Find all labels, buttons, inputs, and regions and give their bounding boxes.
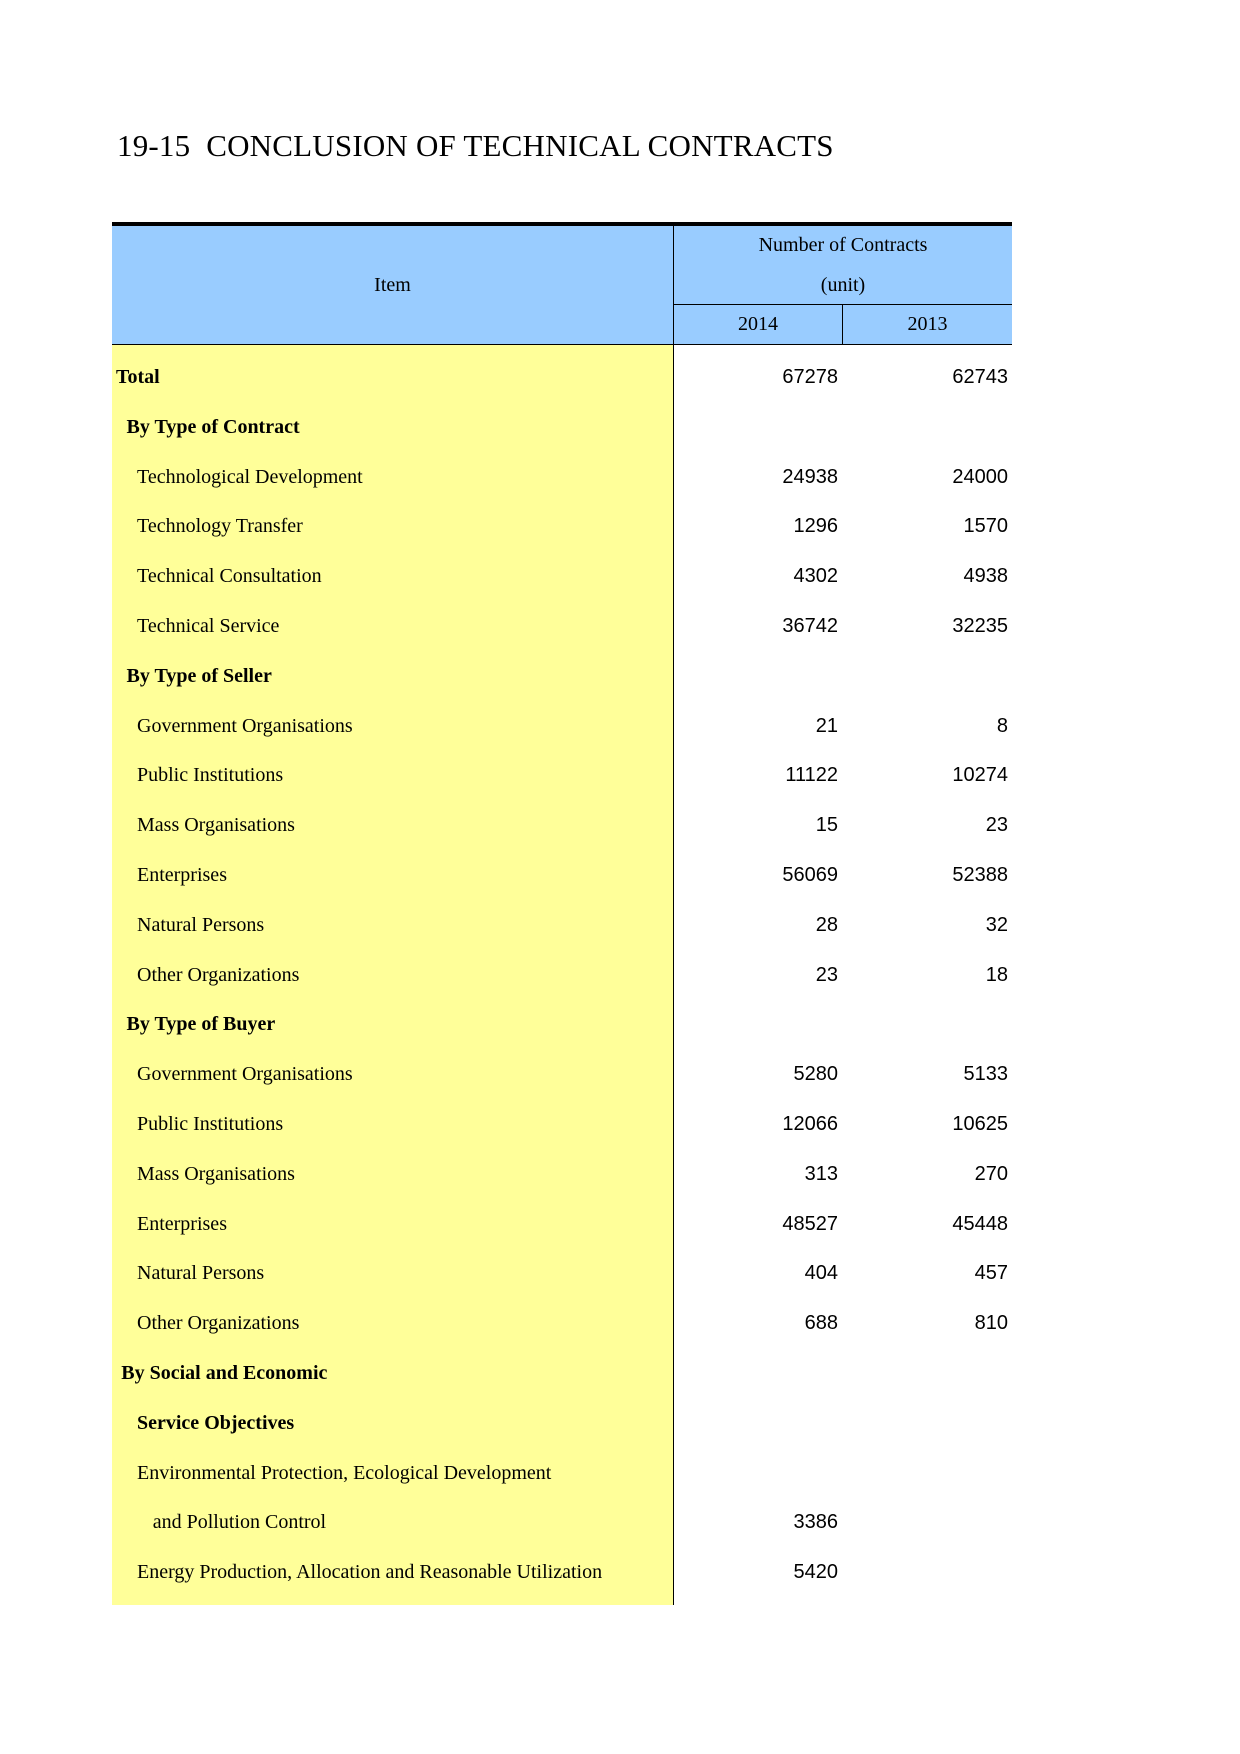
value-2013 (843, 1348, 1008, 1398)
table-row (112, 1348, 1012, 1398)
value-2013 (843, 1398, 1008, 1448)
value-2014: 688 (804, 1312, 838, 1335)
value-2013: 23 (985, 814, 1008, 837)
row-label: Mass Organisations (137, 1162, 295, 1185)
row-label: Enterprises (137, 1212, 227, 1235)
value-2014: 56069 (782, 864, 838, 886)
value-2014: 11122 (785, 764, 838, 787)
table-row (112, 1547, 1012, 1597)
value-2014: 404 (804, 1262, 838, 1285)
value-2013: 32235 (952, 615, 1008, 637)
header-group-unit: (unit) (820, 274, 866, 296)
row-label: Mass Organisations (137, 814, 295, 837)
value-2014: 5280 (793, 1063, 838, 1086)
table-row (112, 601, 1012, 651)
value-2013: 10274 (952, 764, 1008, 787)
value-2014: 1296 (793, 515, 838, 538)
value-2013: 45448 (952, 1212, 1008, 1235)
table-row (112, 551, 1012, 601)
row-label: Technical Consultation (137, 565, 322, 588)
row-label: Technological Development (137, 465, 363, 488)
value-2014 (674, 1348, 838, 1398)
row-heading-label: Total (116, 366, 160, 388)
table-row (112, 352, 1012, 402)
row-label: Enterprises (137, 864, 227, 886)
table-row (112, 1149, 1012, 1199)
row-heading-label: Service Objectives (137, 1411, 295, 1434)
row-heading-label: By Type of Contract (126, 415, 300, 438)
row-label: Public Institutions (137, 1113, 284, 1135)
header-year-2014: 2014 (674, 305, 843, 344)
table-row (112, 1199, 1012, 1249)
value-2014 (674, 1398, 838, 1448)
row-label: Other Organizations (137, 1312, 300, 1335)
value-2013: 810 (974, 1312, 1008, 1335)
value-2013: 52388 (952, 864, 1008, 886)
value-2014 (674, 402, 838, 452)
table-row (112, 1298, 1012, 1348)
table-row (112, 750, 1012, 800)
table-row (112, 1497, 1012, 1547)
row-label: Environmental Protection, Ecological Development (137, 1461, 552, 1484)
value-2013: 32 (985, 913, 1008, 936)
row-label: Other Organizations (137, 963, 300, 986)
value-2013: 1570 (963, 515, 1008, 538)
header-item-column: Item (112, 226, 674, 344)
table-row (112, 1398, 1012, 1448)
value-2013: 10625 (952, 1113, 1008, 1135)
value-2014: 5420 (793, 1561, 838, 1584)
value-2013: 62743 (952, 366, 1008, 388)
row-heading-label: By Type of Buyer (126, 1013, 276, 1036)
row-label: Public Institutions (137, 764, 284, 787)
value-2013 (843, 651, 1008, 701)
value-2014: 313 (804, 1162, 838, 1185)
table-row (112, 701, 1012, 751)
table-row (112, 850, 1012, 900)
value-2013: 24000 (952, 465, 1008, 488)
value-2013 (843, 1448, 1008, 1498)
table-header (112, 226, 1012, 345)
value-2013: 457 (974, 1262, 1008, 1285)
row-label: Government Organisations (137, 714, 353, 737)
value-2013: 4938 (963, 565, 1008, 588)
value-2013 (843, 402, 1008, 452)
value-2013: 18 (985, 963, 1008, 986)
value-2014 (674, 1448, 838, 1498)
row-label: Technology Transfer (137, 515, 303, 538)
table-row (112, 402, 1012, 452)
table-row (112, 1448, 1012, 1498)
row-label: Energy Production, Allocation and Reasonable Utilization (137, 1561, 603, 1584)
row-heading-label: By Type of Seller (126, 664, 272, 687)
row-label: Government Organisations (137, 1063, 353, 1086)
header-number-of-contracts (674, 226, 1012, 305)
row-label: and Pollution Control (152, 1511, 327, 1534)
value-2013: 5133 (963, 1063, 1008, 1086)
header-group-title: Number of Contracts (758, 234, 928, 256)
value-2014 (674, 651, 838, 701)
value-2014: 21 (815, 714, 838, 737)
value-2013: 8 (996, 714, 1008, 737)
table-row (112, 452, 1012, 502)
row-label: Technical Service (137, 615, 280, 637)
value-2014: 28 (815, 913, 838, 936)
value-2013 (843, 1547, 1008, 1597)
table-row (112, 950, 1012, 1000)
value-2014: 67278 (782, 366, 838, 388)
row-heading-label: By Social and Economic (121, 1362, 328, 1384)
value-2014: 12066 (782, 1113, 838, 1135)
table-row (112, 501, 1012, 551)
page-title: 19-15 CONCLUSION OF TECHNICAL CONTRACTS (117, 128, 834, 163)
header-year-2013: 2013 (907, 313, 948, 335)
table-row (112, 999, 1012, 1049)
value-2013: 270 (974, 1162, 1008, 1185)
value-2014: 24938 (782, 465, 838, 488)
row-label: Natural Persons (137, 1262, 265, 1285)
value-2013 (843, 999, 1008, 1049)
table-row (112, 651, 1012, 701)
value-2014: 15 (815, 814, 838, 837)
value-2014: 36742 (782, 615, 838, 637)
table-row (112, 1248, 1012, 1298)
value-2014: 4302 (793, 565, 838, 588)
table-row (112, 1099, 1012, 1149)
row-label: Natural Persons (137, 913, 265, 936)
value-2014: 48527 (782, 1212, 838, 1235)
table-row (112, 800, 1012, 850)
table-row (112, 900, 1012, 950)
value-2014 (674, 999, 838, 1049)
value-2014: 23 (815, 963, 838, 986)
value-2013 (843, 1497, 1008, 1547)
table-row (112, 1049, 1012, 1099)
value-2014: 3386 (793, 1511, 838, 1534)
